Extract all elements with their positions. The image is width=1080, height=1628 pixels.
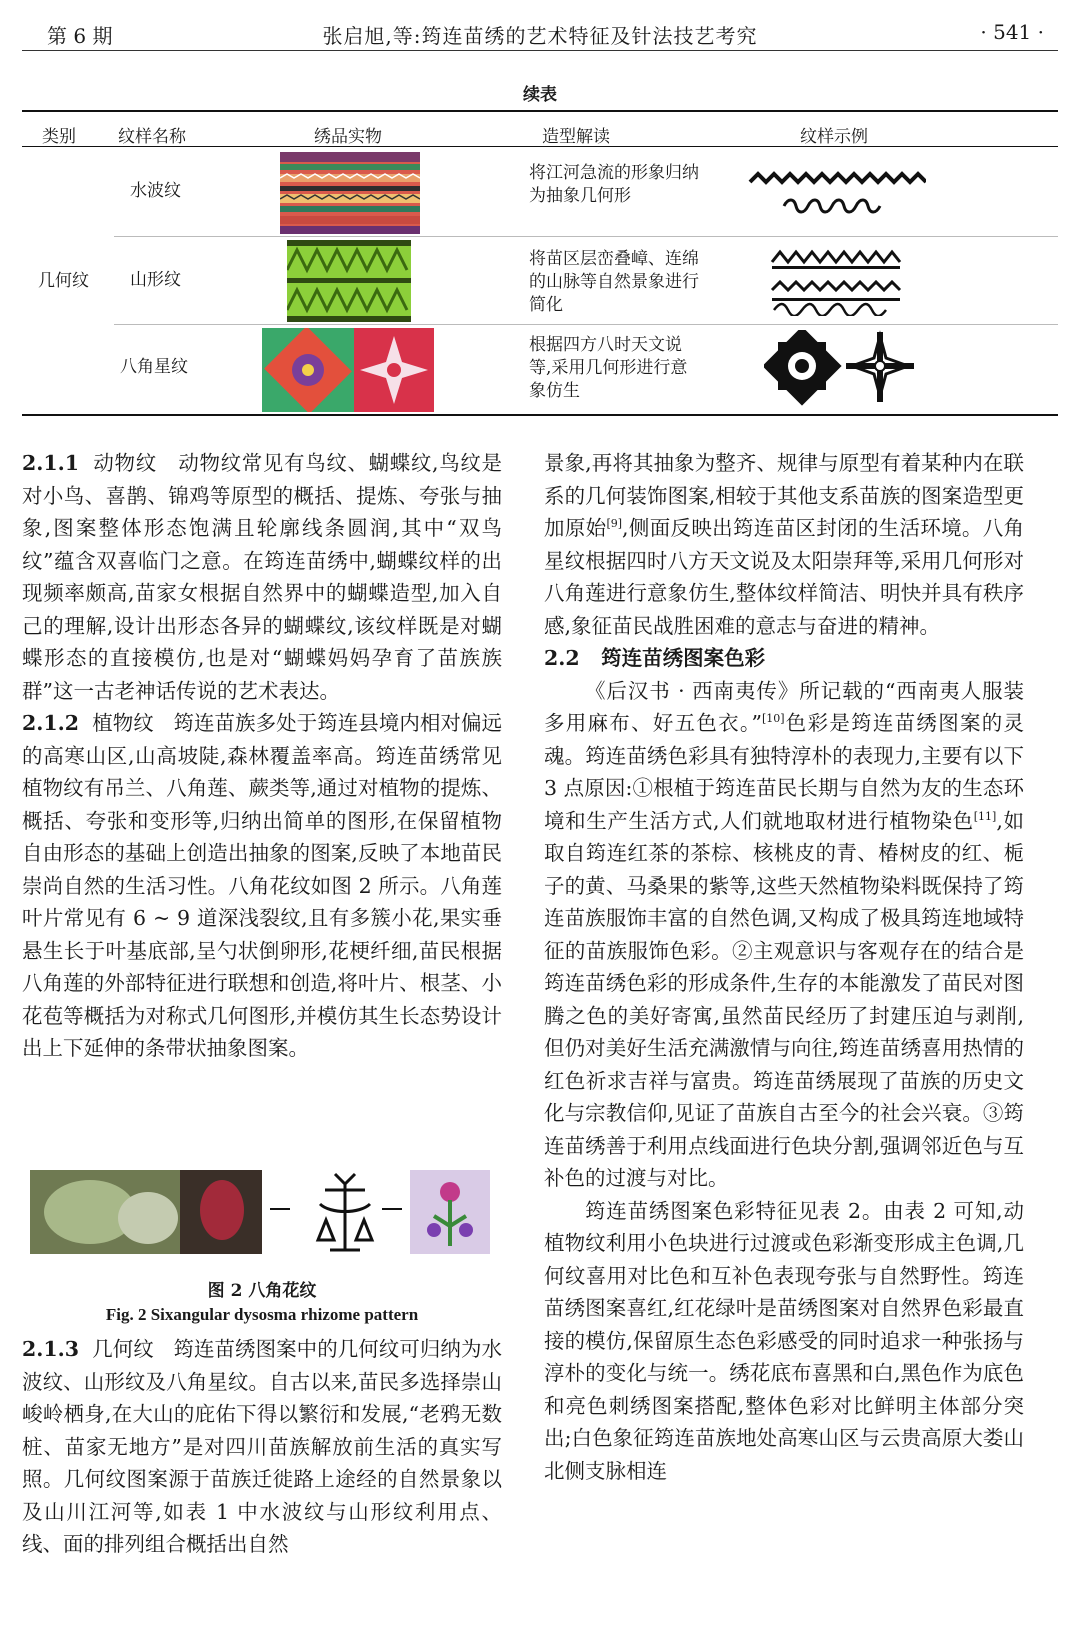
section-number: 2.2	[544, 646, 580, 670]
row-interp-eight-star: 根据四方八时天文说等,采用几何形进行意象仿生	[529, 335, 688, 401]
header-rule	[22, 50, 1058, 51]
row-divider	[114, 324, 1058, 325]
running-title: 张启旭,等:筠连苗绣的艺术特征及针法技艺考究	[322, 24, 758, 48]
right-column	[544, 447, 1024, 1487]
col-header-name: 纹样名称	[118, 127, 186, 147]
paragraph-text: 景象,再将其抽象为整齐、规律与原型有着某种内在联系的几何装饰图案,相较于其他支系苗族的图案造型更加原始	[544, 451, 1024, 540]
section-heading: 几何纹	[92, 1337, 154, 1361]
table-top-rule	[22, 110, 1058, 112]
col-header-interpretation: 造型解读	[542, 127, 610, 147]
water-wave-example	[748, 168, 926, 216]
row-name-water-wave: 水波纹	[130, 181, 181, 201]
paragraph-text: 色彩是筠连苗绣图案的灵魂。筠连苗绣色彩具有独特淳朴的表现力,主要有以下 3 点原因:①根植于筠连苗民长期与自然为友的生态环境和生产生活方式,人们就地取材进行植物染色	[544, 711, 1025, 833]
mountain-photo	[287, 240, 411, 322]
mountain-example	[770, 246, 904, 316]
paragraph-text: 《后汉书 · 西南夷传》所记载的“西南夷人服装多用麻布、好五色衣。”	[544, 678, 1024, 735]
issue-number: 第 6 期	[47, 24, 113, 48]
section-2-2-heading	[544, 642, 1024, 675]
section-heading: 筠连苗绣图案色彩	[601, 646, 766, 670]
left-column-bottom	[22, 1333, 502, 1561]
water-wave-photo	[280, 152, 420, 234]
row-divider	[114, 236, 1058, 237]
row-interp-mountain: 将苗区层峦叠嶂、连绵的山脉等自然景象进行简化	[529, 249, 699, 315]
row-name-mountain: 山形纹	[130, 270, 181, 290]
category-label: 几何纹	[38, 271, 89, 291]
col-header-photo: 绣品实物	[314, 127, 382, 147]
row-name-eight-star: 八角星纹	[120, 357, 188, 377]
section-2-1-2	[22, 707, 502, 1065]
section-heading: 动物纹	[93, 451, 157, 475]
row-interp-water-wave: 将江河急流的形象归纳为抽象几何形	[529, 163, 699, 206]
eight-star-photo	[262, 328, 434, 412]
table-header-rule	[22, 146, 1058, 147]
running-header	[22, 14, 1058, 50]
section-number: 2.1.3	[22, 1337, 80, 1361]
table-caption: 续表	[523, 85, 557, 105]
col-header-example: 纹样示例	[800, 127, 868, 147]
page-number: · 541 ·	[980, 20, 1044, 44]
pattern-table	[22, 110, 1058, 434]
paragraph-text: ,如取自筠连红茶的茶棕、核桃皮的青、椿树皮的红、栀子的黄、马桑果的紫等,这些天然植物染料既保持了筠连苗族服饰丰富的自然色调,又构成了极具筠连地域特征的苗族服饰色彩。②主观意识与客观存在的结合是筠连苗绣色彩的形成条件,生存的本能激发了苗民对图腾之色的美好寄寓,虽然苗民经历了封建压迫与剥削,但仍对美好生活充满激情与向往,筠连苗绣喜用热情的红色祈求吉祥与富贵。筠连苗绣展现了苗族的历史文化与宗教信仰,见证了苗族自古至今的社会兴衰。③筠连苗绣善于利用点线面进行色块分割,强调邻近色与互补色的过渡与对比。	[544, 808, 1024, 1190]
citation: [11]	[973, 809, 997, 823]
paragraph: 动物纹常见有鸟纹、蝴蝶纹,鸟纹是对小鸟、喜鹊、锦鸡等原型的概括、提炼、夸张与抽象,图案整体形态饱满且轮廓线条圆润,其中“双鸟纹”蕴含双喜临门之意。在筠连苗绣中,蝴蝶纹样的出现频率颇高,苗家女根据自然界中的蝴蝶造型,加入自己的理解,设计出形态各异的蝴蝶纹,该纹样既是对蝴蝶形态的直接模仿,也是对“蝴蝶妈妈孕育了苗族族群”这一古老神话传说的艺术表达。	[22, 451, 502, 703]
section-2-1-1	[22, 447, 502, 707]
citation: [9]	[606, 517, 623, 531]
table-bottom-rule	[22, 414, 1058, 416]
eight-star-example	[764, 330, 922, 408]
paragraph	[544, 447, 1024, 642]
col-header-category: 类别	[42, 127, 76, 147]
paragraph	[544, 675, 1024, 1195]
paragraph	[544, 1195, 1024, 1488]
section-heading: 植物纹	[92, 711, 154, 735]
figure-2-image	[30, 1170, 490, 1254]
paragraph: 筠连苗绣图案中的几何纹可归纳为水波纹、山形纹及八角星纹。自古以来,苗民多选择崇山峻岭栖身,在大山的庇佑下得以繁衍和发展,“老鸦无数桩、苗家无地方”是对四川苗族解放前生活的真实写照。几何纹图案源于苗族迁徙路上途经的自然景象以及山川江河等,如表 1 中水波纹与山形纹利用点、线、面的排列组合概括出自然	[22, 1337, 502, 1556]
section-2-1-3	[22, 1333, 502, 1561]
section-number: 2.1.1	[22, 451, 80, 475]
paragraph-text: 筠连苗绣图案色彩特征见表 2。由表 2 可知,动植物纹利用小色块进行过渡或色彩渐变形成主色调,几何纹喜用对比色和互补色表现夸张与自然野性。筠连苗绣图案喜红,红花绿叶是苗绣图案对自然界色彩最直接的模仿,保留原生态色彩感受的同时追求一种张扬与淳朴的变化与统一。绣花底布喜黑和白,黑色作为底色和亮色刺绣图案搭配,整体色彩对比鲜明主体部分突出;白色象征筠连苗族地处高寒山区与云贵高原大娄山北侧支脉相连	[544, 1198, 1024, 1483]
paragraph-text: ,侧面反映出筠连苗区封闭的生活环境。八角星纹根据四时八方天文说及太阳崇拜等,采用几何形对八角莲进行意象仿生,整体纹样简洁、明快并具有秩序感,象征苗民战胜困难的意志与奋进的精神。	[544, 516, 1025, 638]
section-number: 2.1.2	[22, 711, 80, 735]
citation: [10]	[761, 712, 785, 726]
figure-2-caption-en: Fig. 2 Sixangular dysosma rhizome pattern	[105, 1305, 419, 1324]
paragraph: 筠连苗族多处于筠连县境内相对偏远的高寒山区,山高坡陡,森林覆盖率高。筠连苗绣常见植物纹有吊兰、八角莲、蕨类等,通过对植物的提炼、概括、夸张和变形等,归纳出简单的图形,在保留植物自由形态的基础上创造出抽象的图案,反映了本地苗民崇尚自然的生活习性。八角花纹如图 2 所示。八角莲叶片常见有 6 ~ 9 道深浅裂纹,且有多簇小花,果实垂悬生长于叶基底部,呈勺状倒卵形,花梗纤细,苗民根据八角莲的外部特征进行联想和创造,将叶片、根茎、小花苞等概括为对称式几何图形,并模仿其生长态势设计出上下延伸的条带状抽象图案。	[22, 711, 502, 1060]
left-column-top	[22, 447, 502, 1065]
figure-2-caption-cn: 图 2 八角花纹	[207, 1281, 317, 1301]
